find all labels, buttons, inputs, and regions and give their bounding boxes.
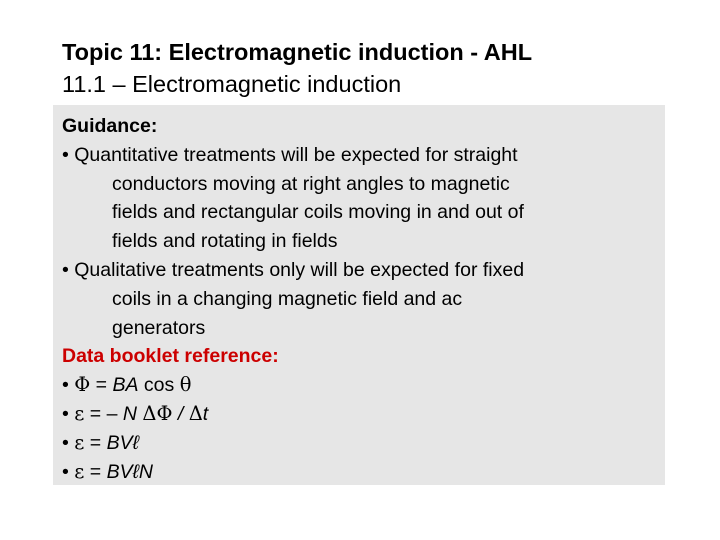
formula-motional-emf [62, 429, 662, 458]
slide-title [62, 36, 682, 100]
formula-faraday [62, 400, 662, 429]
formula-bullet: • [62, 460, 75, 483]
t-term: t [202, 402, 209, 425]
bvln-term: BVℓN [106, 460, 153, 483]
n-term: N [122, 402, 143, 425]
guidance-heading: Guidance: [62, 115, 158, 137]
guidance-bullet-2-line-3: generators [112, 316, 206, 339]
guidance-bullet-1-line-4: fields and rotating in fields [112, 230, 338, 253]
guidance-bullet-1: • Quantitative treatments will be expected for straight [62, 143, 518, 166]
formula-flux [62, 371, 662, 400]
epsilon-symbol: ε [74, 459, 85, 483]
ba-term: BA [112, 374, 139, 397]
epsilon-symbol: ε [74, 430, 85, 454]
equals-minus-sign: = – [84, 402, 123, 425]
bvl-term: BVℓ [106, 431, 139, 454]
equals-sign: = [90, 374, 113, 397]
formula-bullet: • [62, 374, 75, 397]
delta-symbol: Δ [188, 401, 203, 425]
data-booklet-heading: Data booklet reference: [62, 345, 279, 368]
epsilon-symbol: ε [74, 401, 85, 425]
equals-sign: = [84, 460, 107, 483]
guidance-bullet-1-line-3: fields and rectangular coils moving in and out of [112, 201, 524, 224]
cos-term: cos [138, 374, 180, 397]
slash-sign: / [172, 402, 189, 425]
equals-sign: = [84, 431, 107, 454]
delta-phi-symbol: ΔΦ [142, 401, 173, 425]
guidance-bullet-2: • Qualitative treatments only will be expected for fixed [62, 258, 525, 281]
guidance-bullet-1-line-2: conductors moving at right angles to magnetic [112, 172, 510, 195]
title-subtitle: 11.1 – Electromagnetic induction [62, 71, 402, 97]
formula-coil-emf [62, 458, 662, 487]
content-text [62, 112, 662, 486]
phi-symbol: Φ [74, 373, 91, 397]
formula-bullet: • [62, 402, 75, 425]
guidance-bullet-2-line-2: coils in a changing magnetic field and ac [112, 287, 463, 310]
theta-symbol: θ [179, 373, 192, 397]
formula-bullet: • [62, 431, 75, 454]
title-main: Topic 11: Electromagnetic induction - AHL [62, 39, 533, 65]
